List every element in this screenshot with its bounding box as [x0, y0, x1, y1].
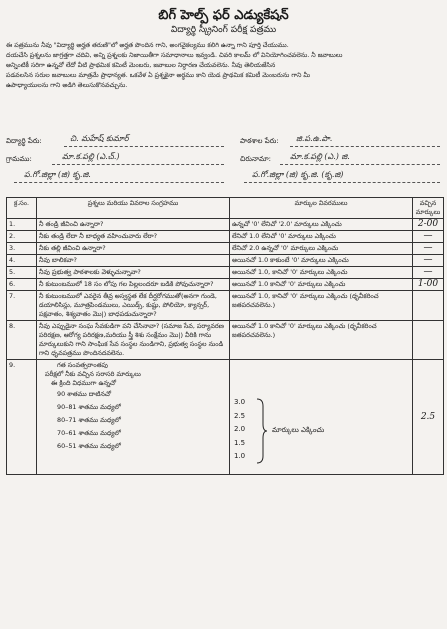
row-score[interactable]: —	[413, 231, 444, 243]
school-name-label: పాఠశాల పేరు:	[240, 137, 279, 145]
row-score[interactable]	[413, 360, 444, 475]
student-name-value[interactable]: చి. మహేష్ కుమార్	[70, 134, 129, 143]
instruction-line: దయచేసి ప్రశ్నలను జాగ్రత్తగా చదివి, అన్ని ప్రశ్నలకు నిజాయితీగా సమాధానాలు ఇవ్వండి. చివరి కాలమ్ లో వినియోగించవలెను. నీ జవాబులు	[6, 52, 343, 59]
table-row	[7, 219, 444, 231]
row-marks-rule: అయినచో 1.0 కాకుంటే '0' మార్కులు ఎక్కించు	[230, 255, 413, 267]
page-title: బిగ్ హెల్ప్ ఫర్ ఎడ్యుకేషన్	[158, 8, 289, 23]
grade-intro-line: పరీక్షలో నీకు వచ్చిన సరాసరి మార్కులు	[45, 370, 141, 378]
row-marks-rule: అయినచో 1.0, కానిచో '0' మార్కులు ఎక్కించు (ధృవీకరించ జతపరచవలెను.)	[230, 291, 413, 321]
row-number: 3.	[7, 243, 37, 255]
grade-item: 60–51 శాతము మధ్యలో	[57, 442, 121, 450]
table-row	[7, 231, 444, 243]
row-number: 2.	[7, 231, 37, 243]
row-question: నీ కుటుంబములో 18 సం లోపు గల పిల్లలందరూ బడికి పోవుచున్నారా?	[37, 279, 230, 291]
row-question: నీ తండ్రి జీవించి ఉన్నారా?	[37, 219, 230, 231]
row-number: 7.	[7, 291, 37, 321]
table-row	[7, 291, 444, 321]
table-row	[7, 255, 444, 267]
row-marks-rule: ఉన్నచో '0' లేనిచో '2.0' మార్కులు ఎక్కించు	[230, 219, 413, 231]
row-question: నీకు తండ్రి లేదా నీ బాధ్యత వహించువారు లేరా?	[37, 231, 230, 243]
instruction-line: ఈ పత్రమును నీవు "విద్యార్థి అర్హత తరుణి"లో అర్హత పొందిన గాని, అంగవైకల్యము కలిగి ఉన్నా గాని పూర్తి చేయుము.	[6, 42, 289, 49]
grade-point: 1.5	[234, 438, 246, 447]
row-score[interactable]	[413, 291, 444, 321]
table-row-grades	[7, 360, 444, 475]
village-value[interactable]: మా.క.పల్లి (ఎ.చ్.)	[62, 152, 120, 161]
row-score[interactable]: —	[413, 255, 444, 267]
row-number: 9.	[7, 360, 37, 475]
header-marks-obtained: వచ్చిన మార్కులు	[413, 198, 444, 219]
row-score[interactable]	[413, 321, 444, 360]
village-label: గ్రామము:	[6, 155, 32, 163]
row-question: నీవు ఎప్పుడైనా సంఘ సేవకుడిగా పని చేసినావా? (సమాజ సేవ, పర్యావరణ పరిరక్షణ, ఆరోగ్య పరిరక్షణ,మరియు స్త్రీ శిశు సంక్షేమం మొ|) వీరికి గాను మార్కులుకుని గాని సాంఘిక సేవ సంస్థల నుండిగాని, ప్రభుత్వ సంస్థల నుండి గాని ధృవపత్రము పొందినదవలెను.	[37, 321, 230, 360]
row-question	[37, 360, 230, 475]
address-value[interactable]: మా.క.పల్లి (ఎ.) జి.	[290, 152, 350, 161]
table-row	[7, 267, 444, 279]
address-label: చిరునామా:	[240, 155, 272, 163]
student-name-label: విద్యార్థి పేరు:	[6, 137, 42, 145]
grade-list	[39, 388, 227, 453]
school-name-value[interactable]: జి.ప.ఉ.పా.	[296, 134, 333, 143]
grade-intro-line: ఈ క్రింది విధముగా ఉన్నచో	[51, 379, 117, 387]
row-marks-rule: అయినచో 1.0 కానిచో '0' మార్కులు ఎక్కించు (ధృవీకరించ జతపరచవలెను.)	[230, 321, 413, 360]
row-question: నీవు ప్రభుత్వ పాఠశాలకు వెళ్ళుచున్నావా?	[37, 267, 230, 279]
grade-item: 90 శాతము దాటినచో	[57, 390, 111, 398]
row-number: 5.	[7, 267, 37, 279]
row-question: నీకు తల్లి జీవించి ఉన్నారా?	[37, 243, 230, 255]
instruction-line: ఉపాధ్యాయులను గాని అడిగి తెలుసుకొనవచ్చును.	[6, 82, 128, 89]
row-question: నీ కుటుంబములో ఎవరైన తీవ్ర అస్వస్థత లేక దీర్ఘరోగముతో(అనగా గుండె, డయాలిసిస్లు, మూత్రపిండములు, ఎయిడ్స్, కుష్టు, పోలియో, క్యాన్సర్, పక్షవాతం, శిశ్యవాతం మొ|) బాధపడుచున్నారా?	[37, 291, 230, 321]
grade-point: 2.5	[234, 411, 246, 420]
address-line	[280, 164, 440, 165]
curly-brace-icon	[254, 398, 268, 464]
grade-score-value[interactable]: 2.5	[420, 411, 436, 422]
table-row	[7, 321, 444, 360]
table-row	[7, 243, 444, 255]
grade-intro-line: గత సంవత్సరాంతపు	[57, 361, 108, 369]
school-name-line	[290, 146, 440, 147]
row-marks-rule: అయినచో 1.0 కానిచో '0' మార్కులు ఎక్కించు	[230, 279, 413, 291]
row-number: 4.	[7, 255, 37, 267]
row-number: 8.	[7, 321, 37, 360]
row-marks-rule: అయినచో 1.0, కానిచో '0' మార్కులు ఎక్కించు	[230, 267, 413, 279]
table-header-row	[7, 198, 444, 219]
grade-point: 1.0	[234, 452, 246, 460]
grade-point: 2.0	[234, 425, 246, 433]
row-number: 6.	[7, 279, 37, 291]
row-marks-rule: లేనిచో 2.0 ఉన్నచో '0' మార్కులు ఎక్కించు	[230, 243, 413, 255]
row-question: నీవు బాలికవా?	[37, 255, 230, 267]
instruction-line: పడవలసిన సరుల జవాబులు మాత్రమే ప్రాధాన్యత. ఒకవేళ ఏ ప్రశ్నకైనా అర్థము కాని యెడ ప్రాథమిక కమిటీ మెంబరును గాని మీ	[6, 72, 311, 79]
grade-point: 3.0	[234, 398, 246, 406]
row-score[interactable]: 2-00	[413, 219, 444, 231]
row-marks-rule	[230, 360, 413, 475]
row-score[interactable]: —	[413, 267, 444, 279]
grade-points	[234, 396, 245, 464]
instruction-line: అన్నింటికీ సరిగా ఉన్నవో లేదో వీటి ప్రాథమిక కమిటీ మెంబరు, జవాబుల నిర్ధారణ చేయవలెను. నీవు తెలియజేసిన	[6, 62, 276, 69]
table-row	[7, 279, 444, 291]
page-subtitle: విద్యార్థి స్క్రీనింగ్ పరీక్ష పత్రము	[170, 25, 277, 35]
grade-item: 70–61 శాతము మధ్యలో	[57, 429, 121, 437]
address-line2-right[interactable]: ప.గో.జిల్లా (జి) కృ.జి. (కృ.జి)	[252, 170, 344, 179]
header-serial: క్ర.సం.	[7, 198, 37, 219]
address-line2-right-underline	[244, 182, 440, 183]
grade-marks-note: మార్కులు ఎక్కించు	[272, 426, 325, 434]
instructions	[6, 41, 442, 91]
header-marks-details: మార్కుల వివరములు	[230, 198, 413, 219]
row-number: 1.	[7, 219, 37, 231]
student-name-line	[64, 146, 224, 147]
row-score[interactable]: —	[413, 243, 444, 255]
header-question: ప్రశ్నలు మరియు వివరాల సంగ్రహము	[37, 198, 230, 219]
address-line2-left-underline	[14, 182, 224, 183]
grade-item: 80–71 శాతము మధ్యలో	[57, 416, 121, 424]
address-line2-left[interactable]: ప.గో.జిల్లా (జి) కృ.జి.	[24, 170, 91, 179]
row-score[interactable]: 1-00	[413, 279, 444, 291]
row-marks-rule: లేనిచో 1.0 లేనిచో '0' మార్కులు ఎక్కించు	[230, 231, 413, 243]
grade-item: 90–81 శాతము మధ్యలో	[57, 403, 121, 411]
village-line	[52, 164, 224, 165]
screening-table	[6, 197, 444, 475]
